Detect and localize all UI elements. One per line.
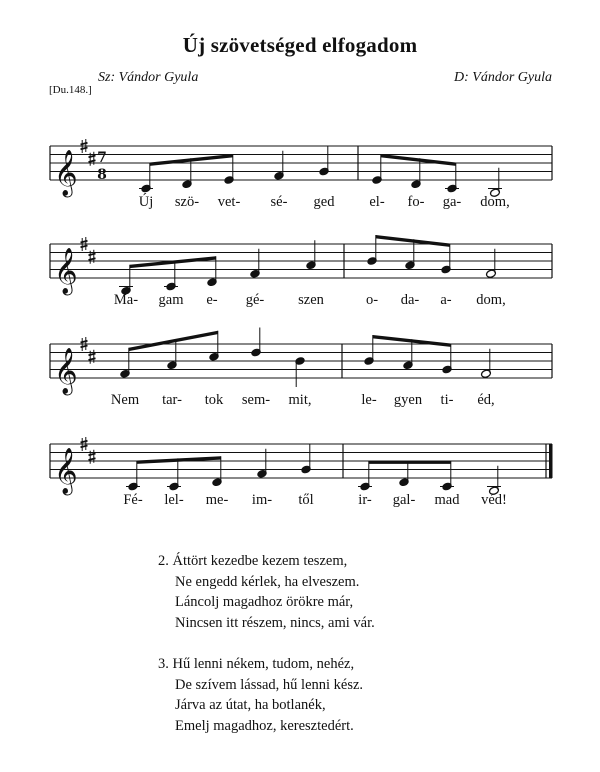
sharp-icon xyxy=(89,250,96,264)
lyric-syllable: éd, xyxy=(477,392,495,408)
note xyxy=(364,335,375,366)
lyric-syllable: mit, xyxy=(288,392,312,408)
lyric-syllable: fo- xyxy=(407,194,425,210)
note xyxy=(126,461,140,492)
verse-line: Láncolj magadhoz örökre már, xyxy=(175,594,354,610)
lyric-syllable: től xyxy=(298,492,314,508)
lyric-syllable: tar- xyxy=(162,392,182,408)
lyric-syllable: el- xyxy=(369,194,385,210)
note xyxy=(301,445,312,475)
lyric-syllable: e- xyxy=(206,292,218,308)
song-title: Új szövetséged elfogadom xyxy=(182,33,418,57)
lyric-syllable: gam xyxy=(158,292,184,308)
verse-line: 3. Hű lenni nékem, tudom, nehéz, xyxy=(158,656,355,672)
note xyxy=(167,458,181,491)
lyric-syllable: le- xyxy=(361,392,377,408)
sharp-icon xyxy=(89,450,96,464)
treble-clef-icon: 𝄞 xyxy=(54,348,78,394)
verse-line: Nincsen itt részem, nincs, ami vár. xyxy=(175,614,375,631)
verse-2 xyxy=(158,551,375,633)
lyric-syllable: dom, xyxy=(476,292,506,308)
beam xyxy=(137,456,221,464)
lyric-syllable: szen xyxy=(298,292,324,308)
lyric-syllable: ti- xyxy=(440,392,454,408)
note xyxy=(367,235,378,266)
note xyxy=(445,163,459,194)
note xyxy=(251,328,262,358)
lyric-syllable: ir- xyxy=(358,492,372,508)
time-signature-bottom: 8 xyxy=(97,167,107,183)
lyric-syllable: sem- xyxy=(241,392,271,408)
lyric-syllable: szö- xyxy=(174,194,200,210)
lyric-syllable: Fé- xyxy=(123,492,143,508)
lyric-syllable: Új xyxy=(138,194,154,210)
half-note xyxy=(481,349,492,379)
composer-credit: D: Vándor Gyula xyxy=(454,70,552,85)
lyric-syllable: im- xyxy=(251,492,273,508)
half-note xyxy=(487,466,501,496)
note xyxy=(441,244,452,275)
lyric-syllable: lel- xyxy=(164,492,184,508)
verse-line: 2. Áttört kezedbe kezem teszem, xyxy=(158,553,348,569)
lyric-syllable: a- xyxy=(440,292,452,308)
final-bar-thick xyxy=(549,444,553,478)
note xyxy=(372,154,383,185)
lyric-syllable: o- xyxy=(365,292,379,308)
note xyxy=(442,344,453,375)
lyricist-credit: Sz: Vándor Gyula xyxy=(98,70,199,85)
verse-3 xyxy=(158,654,363,736)
lyric-syllable: me- xyxy=(205,492,229,508)
half-note xyxy=(488,168,502,198)
treble-clef-icon: 𝄞 xyxy=(54,448,78,494)
beam xyxy=(130,256,216,268)
verse-line: Emelj magadhoz, keresztedért. xyxy=(175,717,354,734)
time-signature-top: 7 xyxy=(97,150,107,166)
note xyxy=(319,147,330,177)
note xyxy=(274,151,285,181)
lyric-syllable: Nem xyxy=(110,392,140,408)
lyric-syllable: véd! xyxy=(481,492,507,508)
lyric-syllable: da- xyxy=(400,292,420,308)
beam xyxy=(129,331,218,351)
note xyxy=(306,240,317,270)
note xyxy=(295,356,306,387)
beam xyxy=(369,461,451,464)
lyric-syllable: gyen xyxy=(393,392,423,408)
note xyxy=(164,261,178,292)
note xyxy=(224,154,235,185)
treble-clef-icon: 𝄞 xyxy=(54,248,78,294)
note xyxy=(257,449,268,479)
lyric-syllable: ged xyxy=(313,194,335,210)
verse-line: De szívem lássad, hű lenni kész. xyxy=(175,676,364,693)
sharp-icon xyxy=(89,152,96,166)
note xyxy=(139,163,153,194)
sharp-icon xyxy=(89,350,96,364)
hymnal-reference: [Du.148.] xyxy=(49,84,92,96)
beam xyxy=(376,235,450,247)
lyric-syllable: sé- xyxy=(270,194,288,210)
verse-line: Ne engedd kérlek, ha elveszem. xyxy=(175,573,360,590)
note xyxy=(440,461,454,492)
lyric-syllable: gé- xyxy=(245,292,265,308)
lyric-syllable: ga- xyxy=(442,194,462,210)
lyric-syllable: tok xyxy=(204,392,224,408)
lyric-syllable: vet- xyxy=(217,194,241,210)
beam xyxy=(381,154,456,166)
half-note xyxy=(486,249,497,279)
lyric-syllable: mad xyxy=(434,492,460,508)
lyric-syllable: dom, xyxy=(480,194,510,210)
note xyxy=(358,461,372,492)
verse-line: Járva az útat, ha botlanék, xyxy=(175,697,326,713)
note xyxy=(250,249,261,279)
lyric-syllable: gal- xyxy=(392,492,416,508)
treble-clef-icon: 𝄞 xyxy=(54,150,78,196)
note xyxy=(399,461,410,487)
lyric-syllable: Ma- xyxy=(113,292,139,308)
staff-1 xyxy=(0,124,600,208)
